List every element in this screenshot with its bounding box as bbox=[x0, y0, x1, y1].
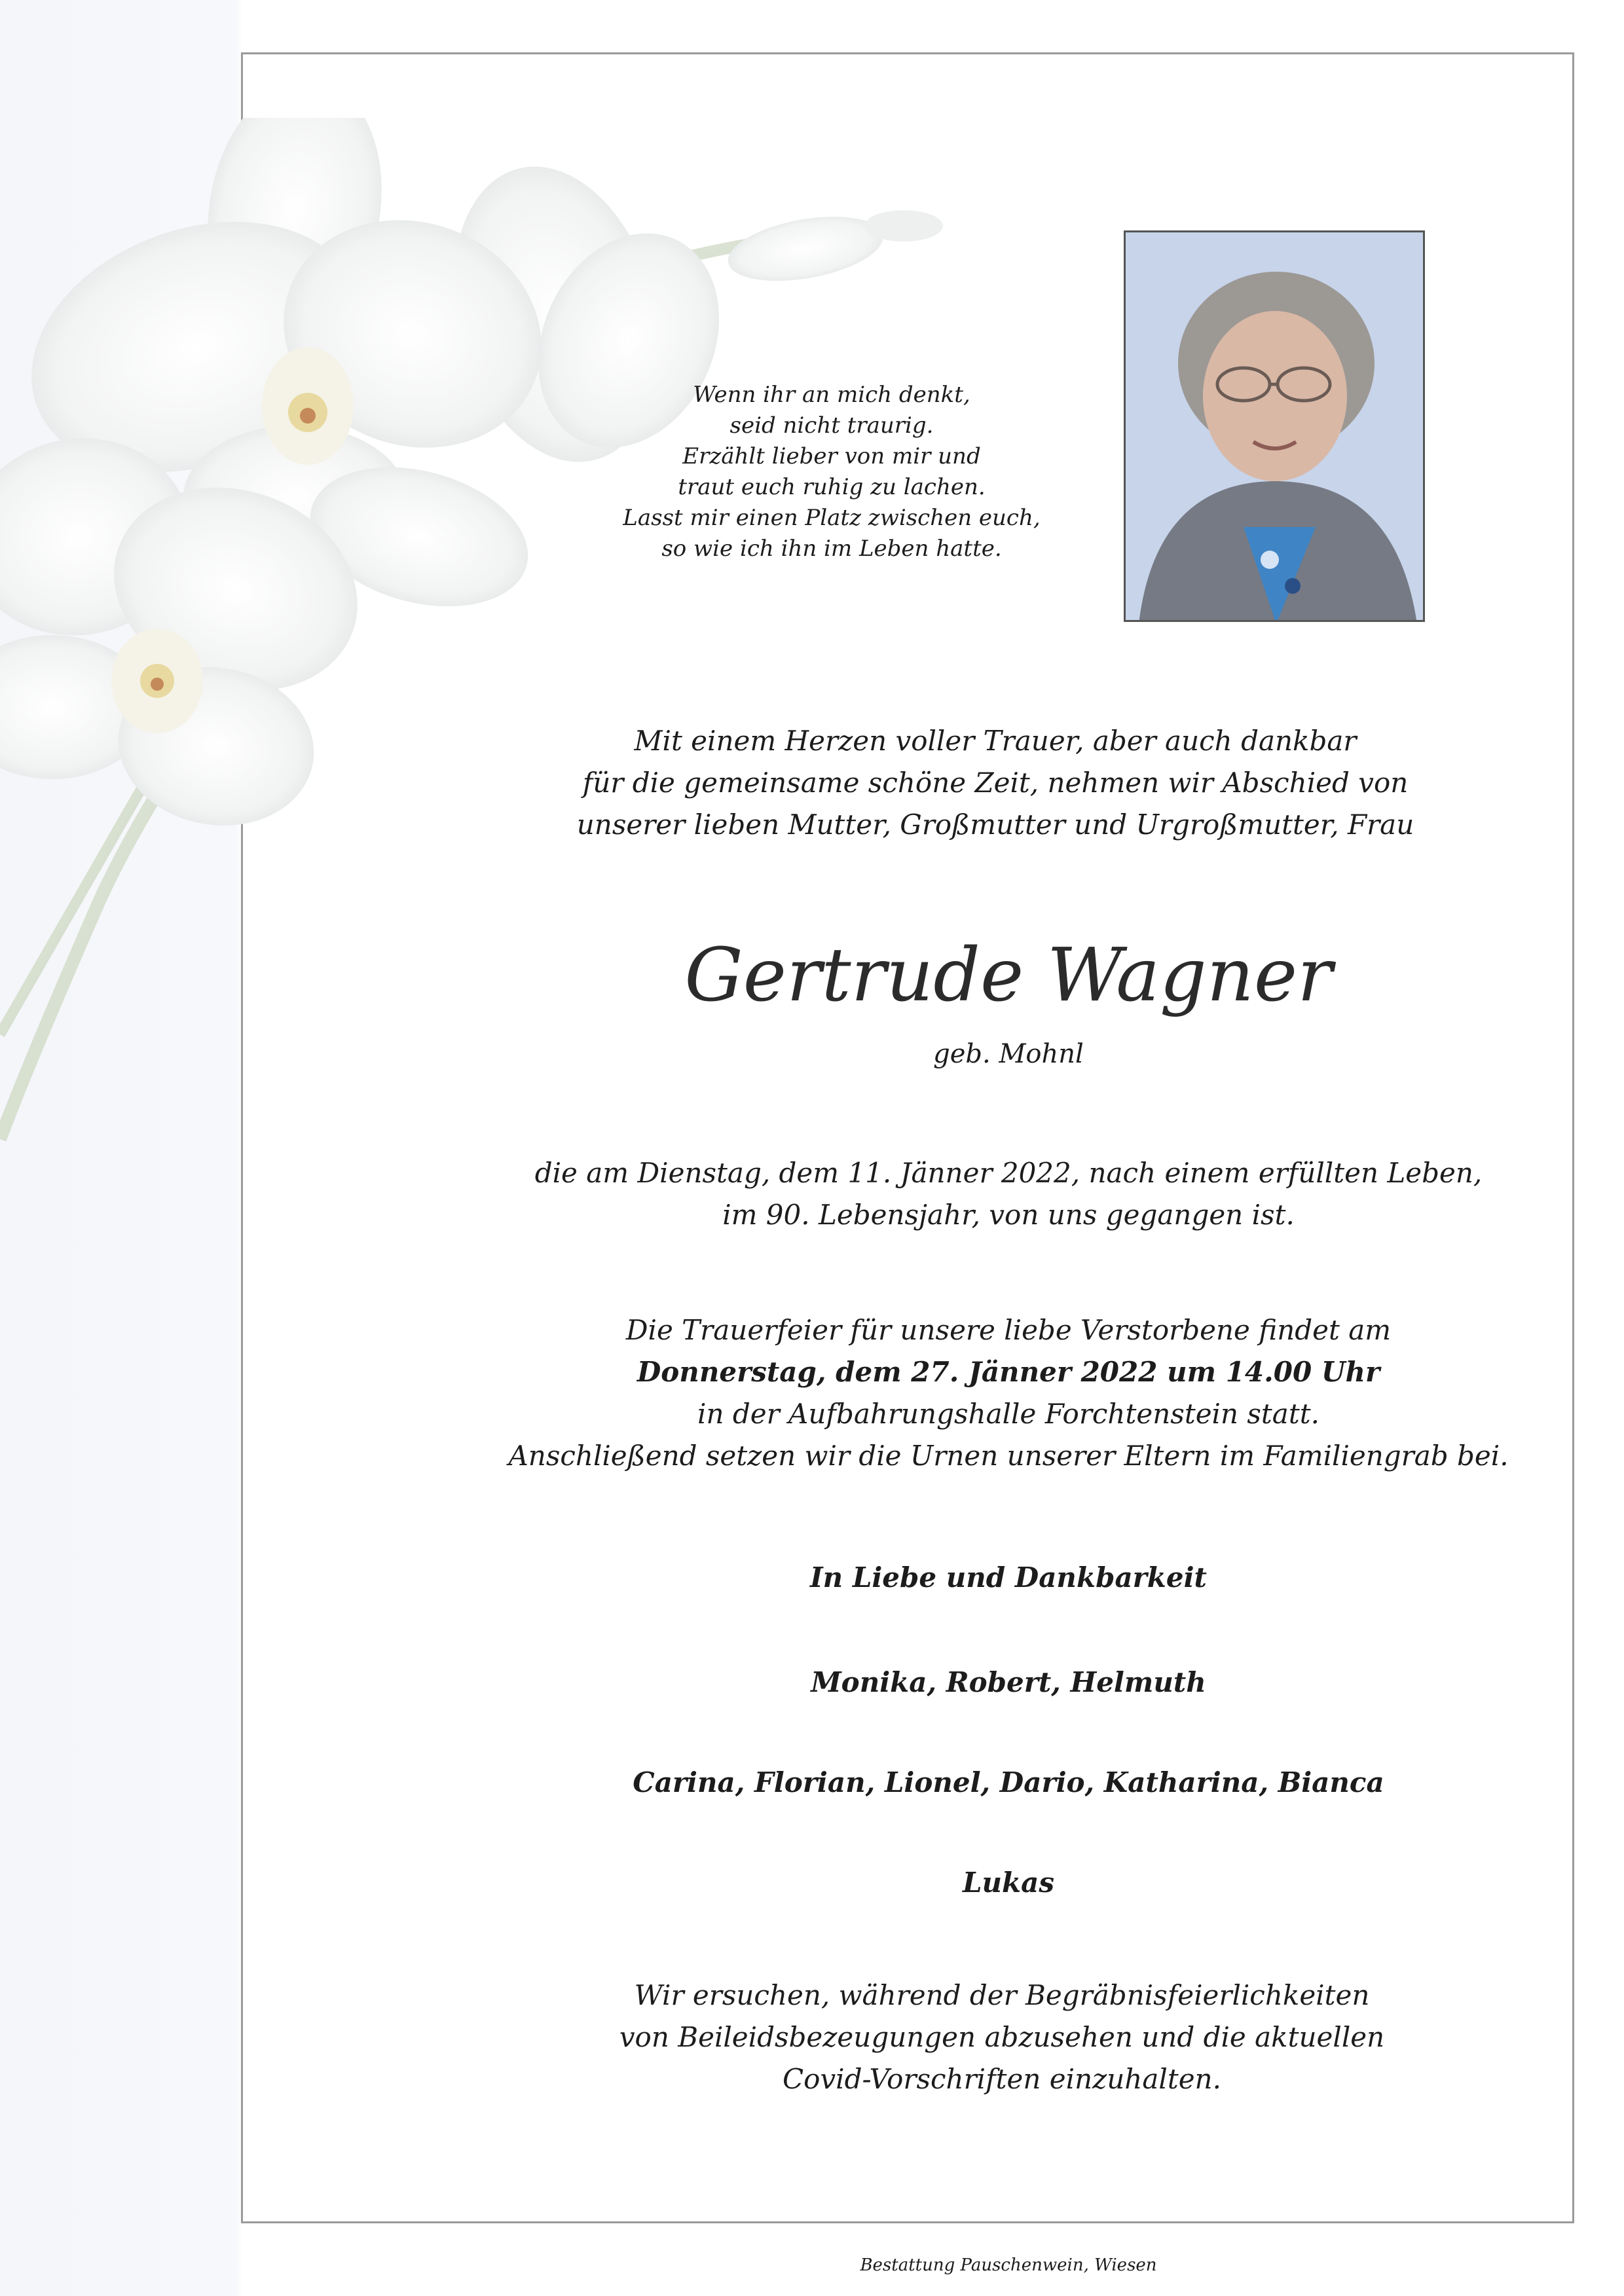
ceremony-line: Anschließend setzen wir die Urnen unserer Eltern im Familiengrab bei. bbox=[508, 1440, 1509, 1472]
poem-line: Lasst mir einen Platz zwischen euch, bbox=[623, 505, 1041, 531]
intro-line: für die gemeinsame schöne Zeit, nehmen wir Abschied von bbox=[582, 767, 1409, 799]
ceremony-line: in der Aufbahrungshalle Forchtenstein statt. bbox=[697, 1398, 1320, 1430]
death-line: im 90. Lebensjahr, von uns gegangen ist. bbox=[722, 1199, 1295, 1231]
deceased-name: Gertrude Wagner bbox=[684, 933, 1333, 1018]
poem-line: Wenn ihr an mich denkt, bbox=[693, 382, 970, 408]
intro-text bbox=[458, 720, 1532, 846]
request-line: Covid-Vorschriften einzuhalten. bbox=[783, 2063, 1221, 2095]
portrait-photo bbox=[1124, 230, 1425, 622]
ceremony-date: Donnerstag, dem 27. Jänner 2022 um 14.00 Uhr bbox=[637, 1356, 1380, 1388]
poem-line: seid nicht traurig. bbox=[729, 412, 934, 439]
ceremony-info bbox=[458, 1309, 1559, 1477]
closing-phrase: In Liebe und Dankbarkeit bbox=[810, 1561, 1207, 1594]
intro-line: unserer lieben Mutter, Großmutter und Urgroßmutter, Frau bbox=[576, 809, 1414, 841]
death-info bbox=[458, 1152, 1559, 1236]
maiden-name: geb. Mohnl bbox=[933, 1039, 1084, 1069]
poem bbox=[589, 380, 1074, 564]
great-grandchildren-names: Lukas bbox=[962, 1867, 1055, 1899]
poem-line: so wie ich ihn im Leben hatte. bbox=[661, 536, 1002, 562]
intro-line: Mit einem Herzen voller Trauer, aber auch dankbar bbox=[634, 725, 1357, 757]
condolence-request bbox=[524, 1975, 1480, 2100]
grandchildren-names: Carina, Florian, Lionel, Dario, Katharina, Bianca bbox=[633, 1766, 1384, 1798]
ceremony-line: Die Trauerfeier für unsere liebe Verstorbene findet am bbox=[625, 1314, 1392, 1346]
request-line: von Beileidsbezeugungen abzusehen und die aktuellen bbox=[619, 2021, 1385, 2053]
children-names: Monika, Robert, Helmuth bbox=[811, 1666, 1206, 1698]
death-line: die am Dienstag, dem 11. Jänner 2022, nach einem erfüllten Leben, bbox=[534, 1157, 1483, 1189]
funeral-home-footer: Bestattung Pauschenwein, Wiesen bbox=[860, 2255, 1157, 2275]
request-line: Wir ersuchen, während der Begräbnisfeierlichkeiten bbox=[634, 1979, 1370, 2011]
poem-line: traut euch ruhig zu lachen. bbox=[678, 474, 986, 500]
poem-line: Erzählt lieber von mir und bbox=[682, 443, 981, 469]
